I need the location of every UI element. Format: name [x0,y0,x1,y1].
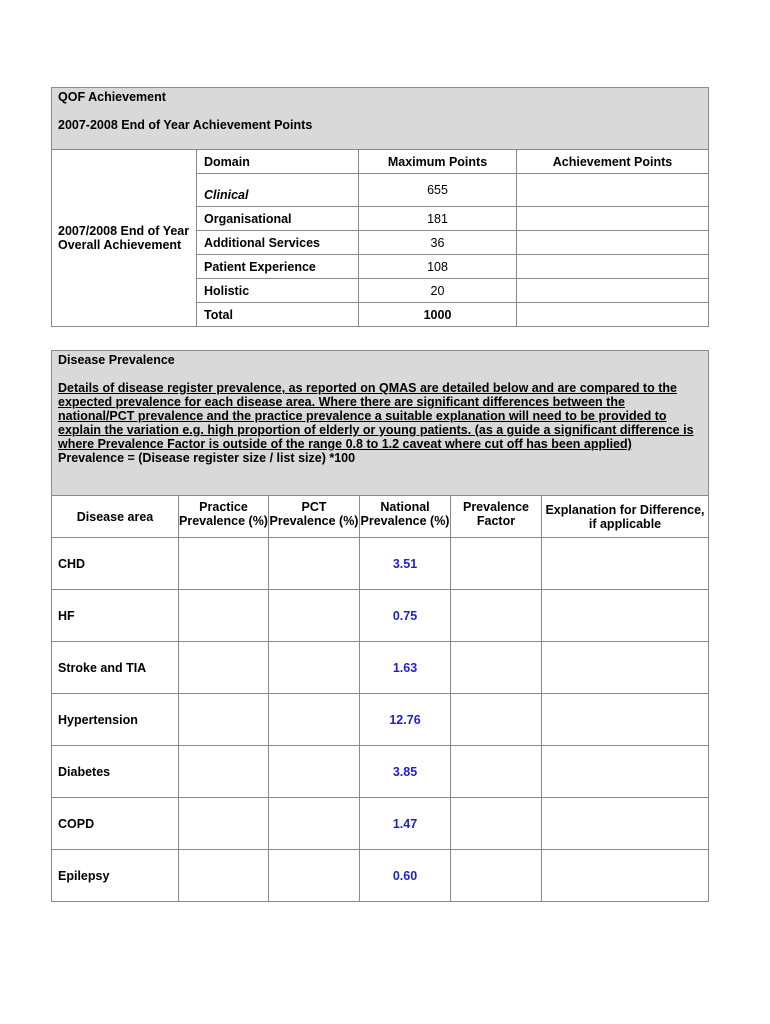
qof-header [52,88,709,150]
max-points-cell: 655 [359,174,517,207]
pct-prevalence-header: PCT Prevalence (%) [269,496,360,538]
explanation-cell[interactable] [542,590,709,642]
pct-prevalence-cell[interactable] [269,642,360,694]
practice-prevalence-cell[interactable] [179,642,269,694]
achievement-points-cell[interactable] [517,207,709,231]
national-prevalence-cell: 3.85 [360,746,451,798]
national-prevalence-cell: 0.60 [360,850,451,902]
qof-row-label: 2007/2008 End of Year Overall Achievement [52,150,197,327]
achievement-points-total[interactable] [517,303,709,327]
disease-area-cell: COPD [52,798,179,850]
domain-header: Domain [197,150,359,174]
achievement-points-cell[interactable] [517,231,709,255]
practice-prevalence-header: Practice Prevalence (%) [179,496,269,538]
achievement-points-header: Achievement Points [517,150,709,174]
pct-prevalence-cell[interactable] [269,798,360,850]
disease-area-cell: HF [52,590,179,642]
pct-prevalence-cell[interactable] [269,746,360,798]
national-prevalence-cell: 0.75 [360,590,451,642]
domain-cell: Additional Services [197,231,359,255]
prevalence-factor-cell[interactable] [451,642,542,694]
prevalence-factor-cell[interactable] [451,694,542,746]
pct-prevalence-cell[interactable] [269,538,360,590]
national-prevalence-cell: 3.51 [360,538,451,590]
disease-area-cell: Hypertension [52,694,179,746]
practice-prevalence-cell[interactable] [179,798,269,850]
disease-area-cell: Stroke and TIA [52,642,179,694]
achievement-points-cell[interactable] [517,255,709,279]
disease-area-cell: Epilepsy [52,850,179,902]
explanation-cell[interactable] [542,538,709,590]
pct-prevalence-cell[interactable] [269,694,360,746]
national-prevalence-cell: 1.47 [360,798,451,850]
pct-prevalence-cell[interactable] [269,850,360,902]
domain-total-cell: Total [197,303,359,327]
domain-cell: Clinical [197,174,359,207]
max-points-cell: 20 [359,279,517,303]
domain-cell: Patient Experience [197,255,359,279]
explanation-cell[interactable] [542,642,709,694]
national-prevalence-cell: 1.63 [360,642,451,694]
explanation-cell[interactable] [542,746,709,798]
max-points-cell: 36 [359,231,517,255]
practice-prevalence-cell[interactable] [179,590,269,642]
max-points-total: 1000 [359,303,517,327]
prevalence-factor-cell[interactable] [451,850,542,902]
prevalence-factor-cell[interactable] [451,538,542,590]
explanation-cell[interactable] [542,850,709,902]
national-prevalence-header: National Prevalence (%) [360,496,451,538]
practice-prevalence-cell[interactable] [179,850,269,902]
explanation-header: Explanation for Difference, if applicable [542,496,709,538]
domain-cell: Holistic [197,279,359,303]
explanation-cell[interactable] [542,694,709,746]
max-points-header: Maximum Points [359,150,517,174]
pct-prevalence-cell[interactable] [269,590,360,642]
practice-prevalence-cell[interactable] [179,694,269,746]
practice-prevalence-cell[interactable] [179,746,269,798]
max-points-cell: 108 [359,255,517,279]
max-points-cell: 181 [359,207,517,231]
disease-area-cell: Diabetes [52,746,179,798]
prevalence-factor-cell[interactable] [451,590,542,642]
qof-title: QOF Achievement [58,90,166,104]
qof-achievement-table [51,87,709,327]
prevalence-factor-cell[interactable] [451,798,542,850]
achievement-points-cell[interactable] [517,174,709,207]
achievement-points-cell[interactable] [517,279,709,303]
disease-area-header: Disease area [52,496,179,538]
qof-subtitle: 2007-2008 End of Year Achievement Points [58,118,313,132]
prevalence-title: Disease Prevalence [58,353,175,367]
practice-prevalence-cell[interactable] [179,538,269,590]
prevalence-factor-header: Prevalence Factor [451,496,542,538]
prevalence-factor-cell[interactable] [451,746,542,798]
disease-prevalence-table [51,350,709,902]
national-prevalence-cell: 12.76 [360,694,451,746]
domain-cell: Organisational [197,207,359,231]
prevalence-details: Details of disease register prevalence, as reported on QMAS are detailed below and are compared to the expected prevalence for each disease area. Where there are significant differences between the national/PCT prevalence and the practice prevalence a suitable explanation will need to be provided to explain the variation e.g. high proportion of elderly or young patients. (as a guide a significant difference is where Prevalence Factor is outside of the range 0.8 to 1.2 caveat where cut off has been applied) [58,381,694,451]
prevalence-formula: Prevalence = (Disease register size / list size) *100 [58,451,356,465]
disease-area-cell: CHD [52,538,179,590]
explanation-cell[interactable] [542,798,709,850]
prevalence-header [52,351,709,496]
